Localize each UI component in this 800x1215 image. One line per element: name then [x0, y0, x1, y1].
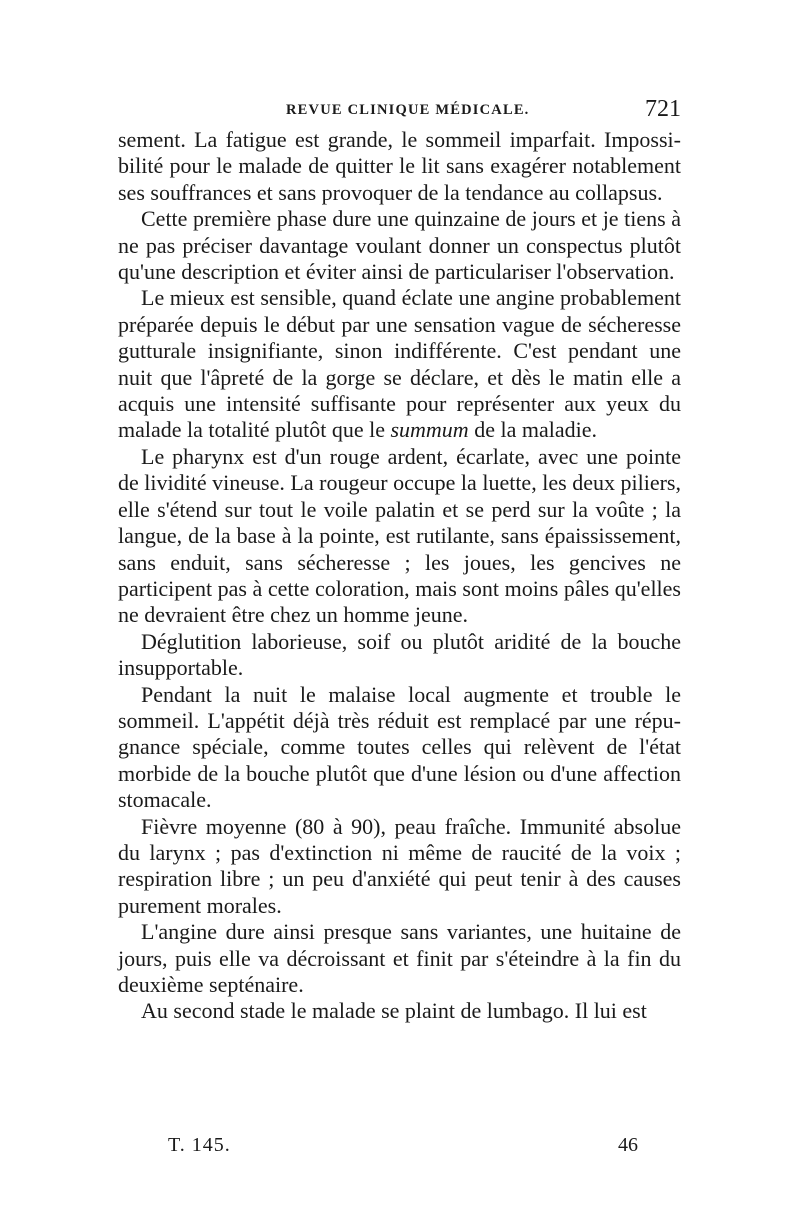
running-title: REVUE CLINIQUE MÉDICALE.	[286, 102, 530, 118]
volume-signature: T. 145.	[168, 1134, 231, 1156]
paragraph: Au second stade le malade se plaint de lumbago. Il lui est	[141, 998, 647, 1024]
paragraph: Pendant la nuit le malaise local augmente et trouble le sommeil. L'appétit déjà très réduit est remplacé par une répugnance spéciale, comme toutes celles qui relèvent de l'état morbide de la bouche plutôt que d'une lésion ou d'une affection stomacale.	[118, 681, 681, 813]
paragraph: Fièvre moyenne (80 à 90), peau fraîche. Immunité absolue du larynx ; pas d'extinction ni même de raucité de la voix ; respiration libre ; un peu d'anxiété qui peut tenir à des causes purement morales.	[118, 813, 681, 918]
paragraph: Cette première phase dure une quinzaine de jours et je tiens à ne pas préciser davantage voulant donner un conspectus plutôt qu'une description et éviter ainsi de particulariser l'observation.	[118, 206, 681, 285]
paragraph: Le mieux est sensible, quand éclate une angine probablement préparée depuis le début par une sensation vague de sécheresse gutturale insignifiante, sinon indifférente. C'est pendant une nuit que l'âpreté de la gorge se déclare, et dès le matin elle a acquis une intensité suffisante pour représenter aux yeux du malade la totalité plutôt que le summum de la maladie.	[118, 285, 681, 443]
page-footer	[168, 1134, 638, 1164]
page-number: 721	[645, 96, 681, 122]
paragraph: L'angine dure ainsi presque sans variantes, une huitaine de jours, puis elle va décroissant et finit par s'éteindre à la fin du deuxième septénaire.	[118, 919, 681, 997]
body-text	[118, 127, 681, 1025]
paragraph: sement. La fatigue est grande, le sommeil imparfait. Impossibilité pour le malade de quitter le lit sans exagérer notablement ses souffrances et sans provoquer de la tendance au collapsus.	[118, 127, 681, 205]
paragraph: Déglutition laborieuse, soif ou plutôt aridité de la bouche insupportable.	[118, 628, 681, 681]
running-head	[118, 96, 681, 124]
emphasis-summum: summum	[390, 417, 469, 443]
paragraph: Le pharynx est d'un rouge ardent, écarlate, avec une pointe de lividité vineuse. La rougeur occupe la luette, les deux piliers, elle s'étend sur tout le voile palatin et se perd sur la voûte ; la langue, de la base à la pointe, est rutilante, sans épaississement, sans enduit, sans sécheresse ; les joues, les gencives ne participent pas à cette coloration, mais sont moins pâles qu'elles ne devraient être chez un homme jeune.	[118, 443, 681, 628]
sheet-signature: 46	[618, 1134, 638, 1156]
